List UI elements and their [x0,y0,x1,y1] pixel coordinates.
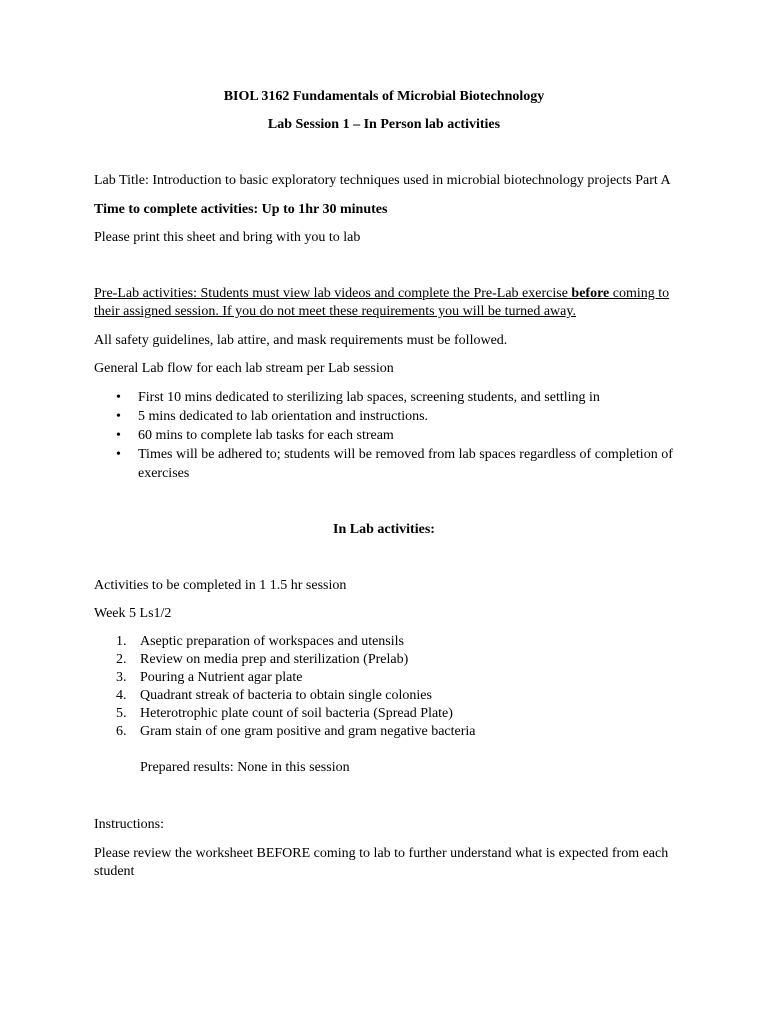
list-item [116,445,674,483]
task-item [116,651,674,669]
task-text: Review on media prep and sterilization (Prelab) [140,652,409,667]
list-item [116,388,674,407]
task-number: 1. [116,634,127,649]
session-title: Lab Session 1 – In Person lab activities [267,117,501,132]
print-note: Please print this sheet and bring with you to lab [94,230,361,245]
safety-note: All safety guidelines, lab attire, and mask requirements must be followed. [94,333,508,348]
prelab-emphasis: before [571,286,610,301]
time-to-complete: Time to complete activities: Up to 1hr 30 minutes [94,202,388,217]
task-item [116,633,674,651]
bullet-icon: • [116,390,121,405]
list-item-text: Times will be adhered to; students will be removed from lab spaces regardless of completion of exercises [138,447,673,481]
task-number: 4. [116,688,127,703]
course-title: BIOL 3162 Fundamentals of Microbial Biotechnology [223,89,545,104]
prelab-text-start: Pre-Lab activities: Students must view lab videos and complete the Pre-Lab exercise [94,286,572,301]
task-number: 3. [116,670,127,685]
task-item [116,687,674,705]
list-item-text: 5 mins dedicated to lab orientation and instructions. [138,409,429,424]
task-text: Heterotrophic plate count of soil bacteria (Spread Plate) [140,706,453,721]
bullet-icon: • [116,409,121,424]
lab-flow-heading: General Lab flow for each lab stream per Lab session [94,361,394,376]
task-item [116,723,674,741]
list-item [116,426,674,445]
task-list [94,633,674,741]
in-lab-heading: In Lab activities: [333,522,435,537]
list-item-text: 60 mins to complete lab tasks for each stream [138,428,394,443]
lab-flow-list [94,388,674,483]
prelab-requirements [94,285,674,321]
instructions-heading: Instructions: [94,817,164,832]
week-label: Week 5 Ls1/2 [94,606,172,621]
task-item [116,705,674,723]
task-number: 5. [116,706,127,721]
task-item [116,669,674,687]
document-body [94,88,674,881]
task-text: Quadrant streak of bacteria to obtain single colonies [140,688,432,703]
lab-title: Lab Title: Introduction to basic exploratory techniques used in microbial biotechnology projects Part A [94,173,671,188]
activities-note: Activities to be completed in 1 1.5 hr session [94,578,347,593]
task-number: 6. [116,724,127,739]
list-item-text: First 10 mins dedicated to sterilizing lab spaces, screening students, and settling in [138,390,600,405]
bullet-icon: • [116,447,121,462]
prepared-results: Prepared results: None in this session [140,760,350,775]
list-item [116,407,674,426]
prelab-text-end: coming to their assigned session. If you do not meet these requirements you will be turned away. [94,286,670,319]
task-text: Pouring a Nutrient agar plate [140,670,303,685]
instructions-text: Please review the worksheet BEFORE coming to lab to further understand what is expected from each student [94,846,669,879]
task-text: Gram stain of one gram positive and gram negative bacteria [140,724,476,739]
task-text: Aseptic preparation of workspaces and utensils [140,634,404,649]
task-number: 2. [116,652,127,667]
bullet-icon: • [116,428,121,443]
